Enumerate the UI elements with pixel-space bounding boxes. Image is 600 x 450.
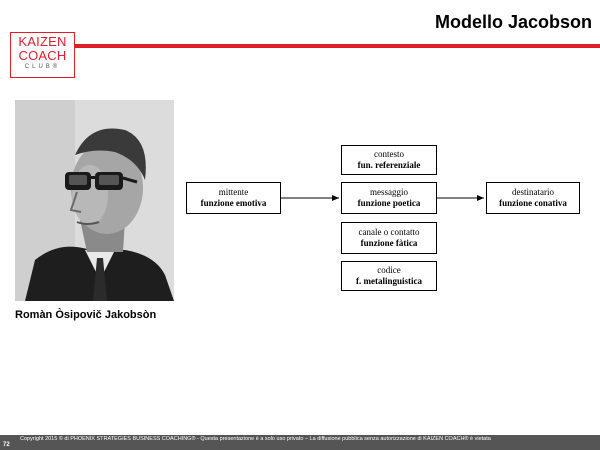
- diagram-node-receiver: [486, 182, 580, 214]
- logo-text-kaizen: KAIZEN: [18, 34, 67, 49]
- diagram-node-context: [341, 145, 437, 175]
- diagram-node-code: [341, 261, 437, 291]
- message-function: funzione poetica: [357, 198, 421, 208]
- code-label: codice: [377, 265, 401, 275]
- receiver-label: destinatario: [512, 187, 554, 197]
- diagram-node-sender: [186, 182, 281, 214]
- diagram-node-message: [341, 182, 437, 214]
- slide-title: Modello Jacobson: [434, 12, 592, 32]
- sender-function: funzione emotiva: [200, 198, 267, 208]
- header-accent-bar: [73, 44, 600, 48]
- footer-bar: [0, 435, 600, 450]
- footer-copyright: Copyright 2015 © di PHOENIX STRATEGIES BUSINESS COACHING® - Questa presentazione è a solo uso privato – La diffusione pubblica senza autorizzazione di KAIZEN COACH® è vietata: [20, 436, 491, 442]
- code-function: f. metalinguistica: [356, 276, 422, 286]
- receiver-function: funzione conativa: [499, 198, 567, 208]
- channel-label: canale o contatto: [358, 227, 420, 237]
- portrait-caption: Romàn Òsipovič Jakobsòn: [15, 309, 157, 321]
- diagram-node-channel: [341, 222, 437, 254]
- channel-function: funzione fàtica: [360, 238, 418, 248]
- context-label: contesto: [374, 149, 404, 159]
- page-number: 72: [3, 442, 10, 448]
- logo-text-coach: COACH: [18, 48, 67, 63]
- message-label: messaggio: [370, 187, 408, 197]
- kaizen-coach-logo: [10, 32, 75, 78]
- sender-label: mittente: [218, 187, 249, 197]
- context-function: fun. referenziale: [357, 160, 421, 170]
- logo-text-club: CLUB®: [24, 64, 61, 70]
